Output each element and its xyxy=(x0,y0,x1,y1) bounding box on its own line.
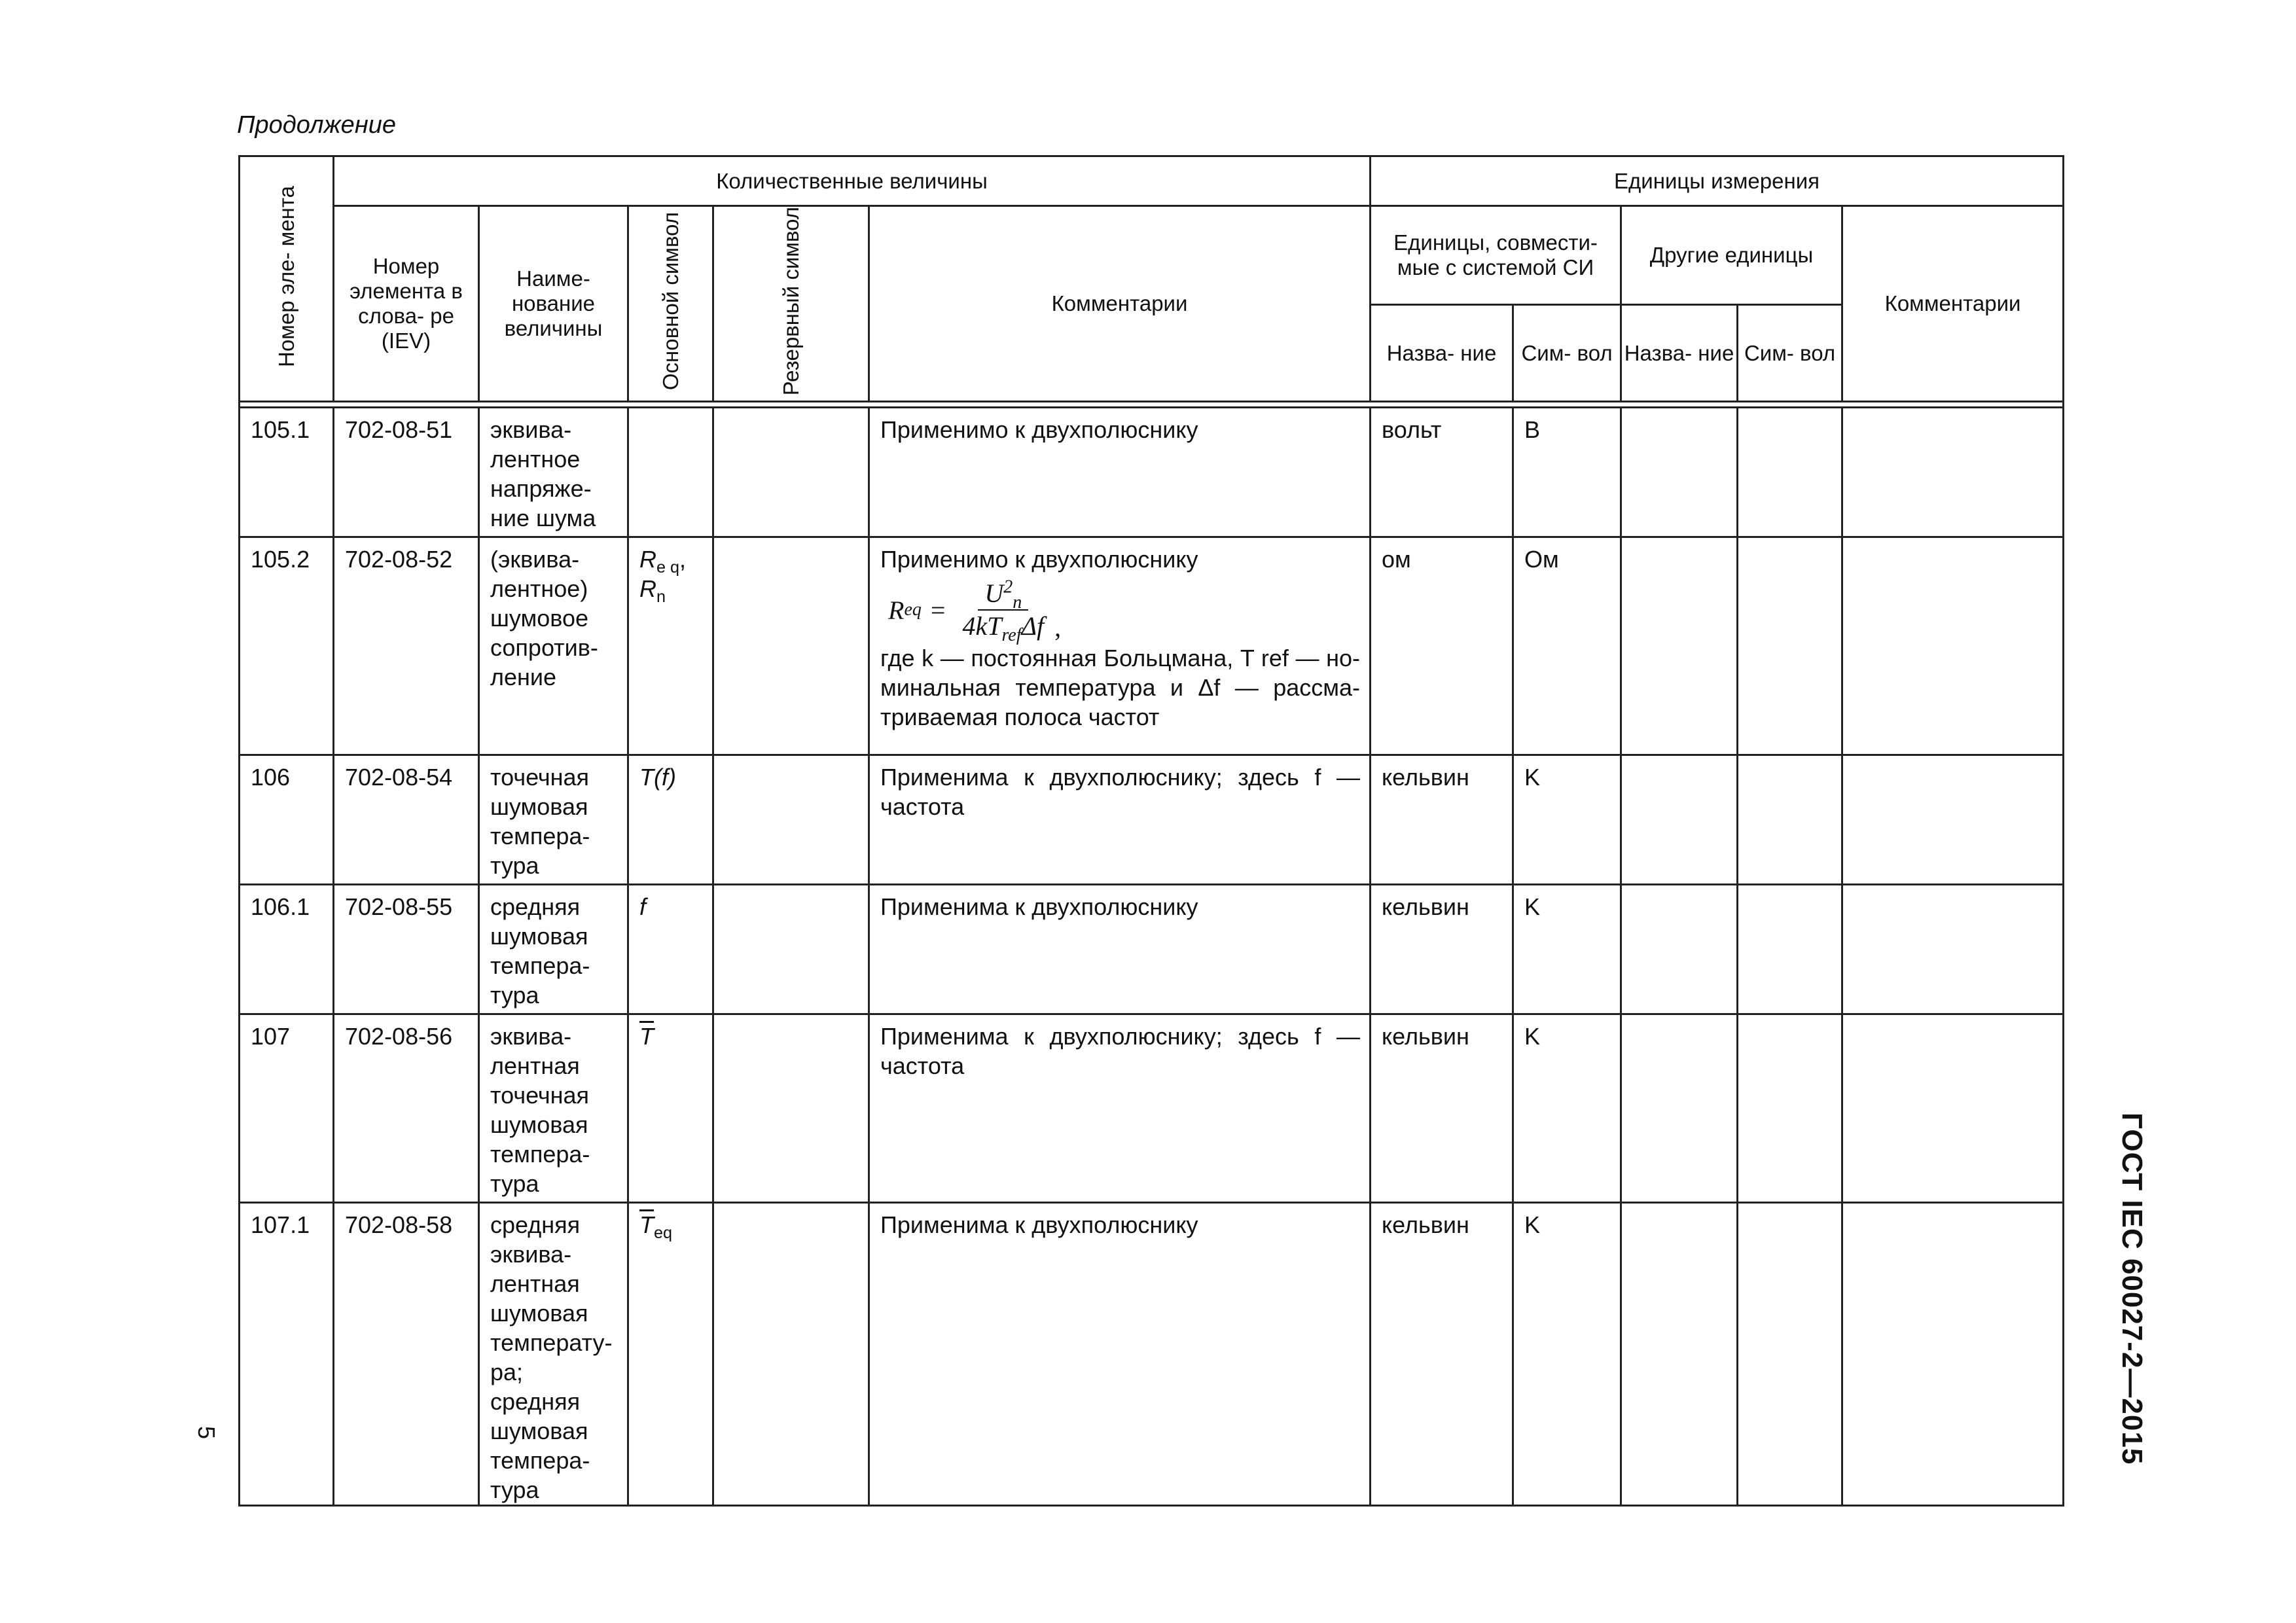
units-comment xyxy=(1842,537,2064,755)
comment: Применима к двухполюснику; здесь f — частота xyxy=(869,755,1371,885)
table-row xyxy=(240,408,2064,537)
comment: Применимо к двухполюснику xyxy=(869,408,1371,537)
iev-number: 702-08-55 xyxy=(334,885,479,1014)
symbol-r-n: R xyxy=(639,575,656,603)
table-row xyxy=(240,1203,2064,1506)
other-unit-name xyxy=(1621,537,1738,755)
other-unit-symbol xyxy=(1738,885,1842,1014)
formula-num: U xyxy=(984,579,1004,609)
header-units-group: Единицы измерения xyxy=(1371,156,2064,206)
reserve-symbol xyxy=(713,1014,869,1203)
unit-symbol: K xyxy=(1513,755,1621,885)
comment: Применима к двухполюснику; здесь f — частота xyxy=(869,1014,1371,1203)
quantities-table xyxy=(238,155,2064,1507)
header-si-units: Единицы, совмести- мые с системой СИ xyxy=(1371,206,1621,305)
table-row xyxy=(240,885,2064,1014)
comment-text: Применимо к двухполюснику xyxy=(880,546,1198,573)
header-other-name: Назва- ние xyxy=(1621,305,1738,402)
table-row xyxy=(240,537,2064,755)
header-iev-number: Номер элемента в слова- ре (IEV) xyxy=(334,206,479,402)
quantity-name: эквива- лентная точечная шумовая темпера- тура xyxy=(479,1014,628,1203)
unit-name: вольт xyxy=(1371,408,1513,537)
other-unit-symbol xyxy=(1738,1014,1842,1203)
unit-name: кельвин xyxy=(1371,885,1513,1014)
table-row xyxy=(240,1014,2064,1203)
other-unit-name xyxy=(1621,1014,1738,1203)
other-unit-name xyxy=(1621,408,1738,537)
units-comment xyxy=(1842,1203,2064,1506)
other-unit-name xyxy=(1621,1203,1738,1506)
symbol-sub: eq xyxy=(654,1224,673,1243)
unit-name: кельвин xyxy=(1371,1203,1513,1506)
continuation-label: Продолжение xyxy=(237,111,396,139)
header-reserve-symbol: Резервный символ xyxy=(713,206,869,402)
quantity-name: (эквива- лентное) шумовое сопротив- ление xyxy=(479,537,628,755)
formula-fraction xyxy=(956,577,1050,646)
unit-symbol: В xyxy=(1513,408,1621,537)
header-units-comments: Комментарии xyxy=(1842,206,2064,402)
formula-den-tail: Δf xyxy=(1021,611,1045,641)
main-symbol xyxy=(628,408,713,537)
comment: Применима к двухполюснику xyxy=(869,885,1371,1014)
quantity-name: средняя шумовая темпера- тура xyxy=(479,885,628,1014)
header-main-symbol: Основной символ xyxy=(628,206,713,402)
iev-number: 702-08-56 xyxy=(334,1014,479,1203)
element-number: 107.1 xyxy=(240,1203,334,1506)
unit-symbol: K xyxy=(1513,1014,1621,1203)
formula-den-sub: ref xyxy=(1001,625,1022,646)
formula-lhs: R xyxy=(888,595,905,625)
noise-resistance-formula: R eq = $\frac{U^2_n}{4kT_{ref}\Delta f}$ , xyxy=(888,577,1062,646)
page-number: 5 xyxy=(193,1425,221,1440)
unit-symbol: Ом xyxy=(1513,537,1621,755)
symbol-text: f xyxy=(639,893,647,921)
header-element-number: Номер эле- мента xyxy=(240,156,334,402)
main-symbol xyxy=(628,1203,713,1506)
quantity-name: точечная шумовая темпера- тура xyxy=(479,755,628,885)
symbol-sub: e q xyxy=(656,558,680,577)
element-number: 106 xyxy=(240,755,334,885)
symbol-r-eq: R xyxy=(639,546,656,573)
unit-name: кельвин xyxy=(1371,1014,1513,1203)
document-standard-title: ГОСТ IEC 60027-2—2015 xyxy=(2116,1113,2148,1465)
header-quantities-group: Количественные величины xyxy=(334,156,1371,206)
header-si-symbol: Сим- вол xyxy=(1513,305,1621,402)
iev-number: 702-08-58 xyxy=(334,1203,479,1506)
iev-number: 702-08-54 xyxy=(334,755,479,885)
header-other-symbol: Сим- вол xyxy=(1738,305,1842,402)
element-number: 105.2 xyxy=(240,537,334,755)
reserve-symbol xyxy=(713,1203,869,1506)
formula-den: 4kT xyxy=(962,611,1002,641)
units-comment xyxy=(1842,755,2064,885)
reserve-symbol xyxy=(713,755,869,885)
header-comments: Комментарии xyxy=(869,206,1371,402)
quantity-name: средняя эквива- лентная шумовая температу- ра; средняя шумовая темпера- тура xyxy=(479,1203,628,1506)
comment-tail: где k — постоянная Больцмана, T ref — но- минальная температура и Δf — рассма- триваемая полоса частот xyxy=(880,645,1361,731)
main-symbol xyxy=(628,1014,713,1203)
unit-name: ом xyxy=(1371,537,1513,755)
element-number: 107 xyxy=(240,1014,334,1203)
unit-name: кельвин xyxy=(1371,755,1513,885)
main-symbol xyxy=(628,755,713,885)
unit-symbol: K xyxy=(1513,885,1621,1014)
symbol-text: $\overline{T}$ xyxy=(639,1211,654,1239)
table-row xyxy=(240,755,2064,885)
main-symbol: $R_{e q}$, $R_n$ xyxy=(628,537,713,755)
units-comment xyxy=(1842,885,2064,1014)
other-unit-symbol xyxy=(1738,537,1842,755)
symbol-text: $\overline{T}$ xyxy=(639,1023,654,1050)
header-other-units: Другие единицы xyxy=(1621,206,1842,305)
formula-num-sup: 2 xyxy=(1003,577,1013,598)
reserve-symbol xyxy=(713,537,869,755)
symbol-text: T(f) xyxy=(639,764,676,791)
reserve-symbol xyxy=(713,885,869,1014)
other-unit-name xyxy=(1621,755,1738,885)
iev-number: 702-08-52 xyxy=(334,537,479,755)
comment xyxy=(869,537,1371,755)
other-unit-symbol xyxy=(1738,1203,1842,1506)
iev-number: 702-08-51 xyxy=(334,408,479,537)
formula-num-sub: n xyxy=(1013,592,1022,613)
main-symbol xyxy=(628,885,713,1014)
other-unit-symbol xyxy=(1738,755,1842,885)
element-number: 106.1 xyxy=(240,885,334,1014)
quantity-name: эквива- лентное напряже- ние шума xyxy=(479,408,628,537)
units-comment xyxy=(1842,408,2064,537)
element-number: 105.1 xyxy=(240,408,334,537)
symbol-sub: n xyxy=(656,588,666,607)
unit-symbol: K xyxy=(1513,1203,1621,1506)
comment: Применима к двухполюснику xyxy=(869,1203,1371,1506)
other-unit-symbol xyxy=(1738,408,1842,537)
reserve-symbol xyxy=(713,408,869,537)
other-unit-name xyxy=(1621,885,1738,1014)
units-comment xyxy=(1842,1014,2064,1203)
header-quantity-name: Наиме- нование величины xyxy=(479,206,628,402)
header-si-name: Назва- ние xyxy=(1371,305,1513,402)
header-separator xyxy=(240,402,2064,408)
